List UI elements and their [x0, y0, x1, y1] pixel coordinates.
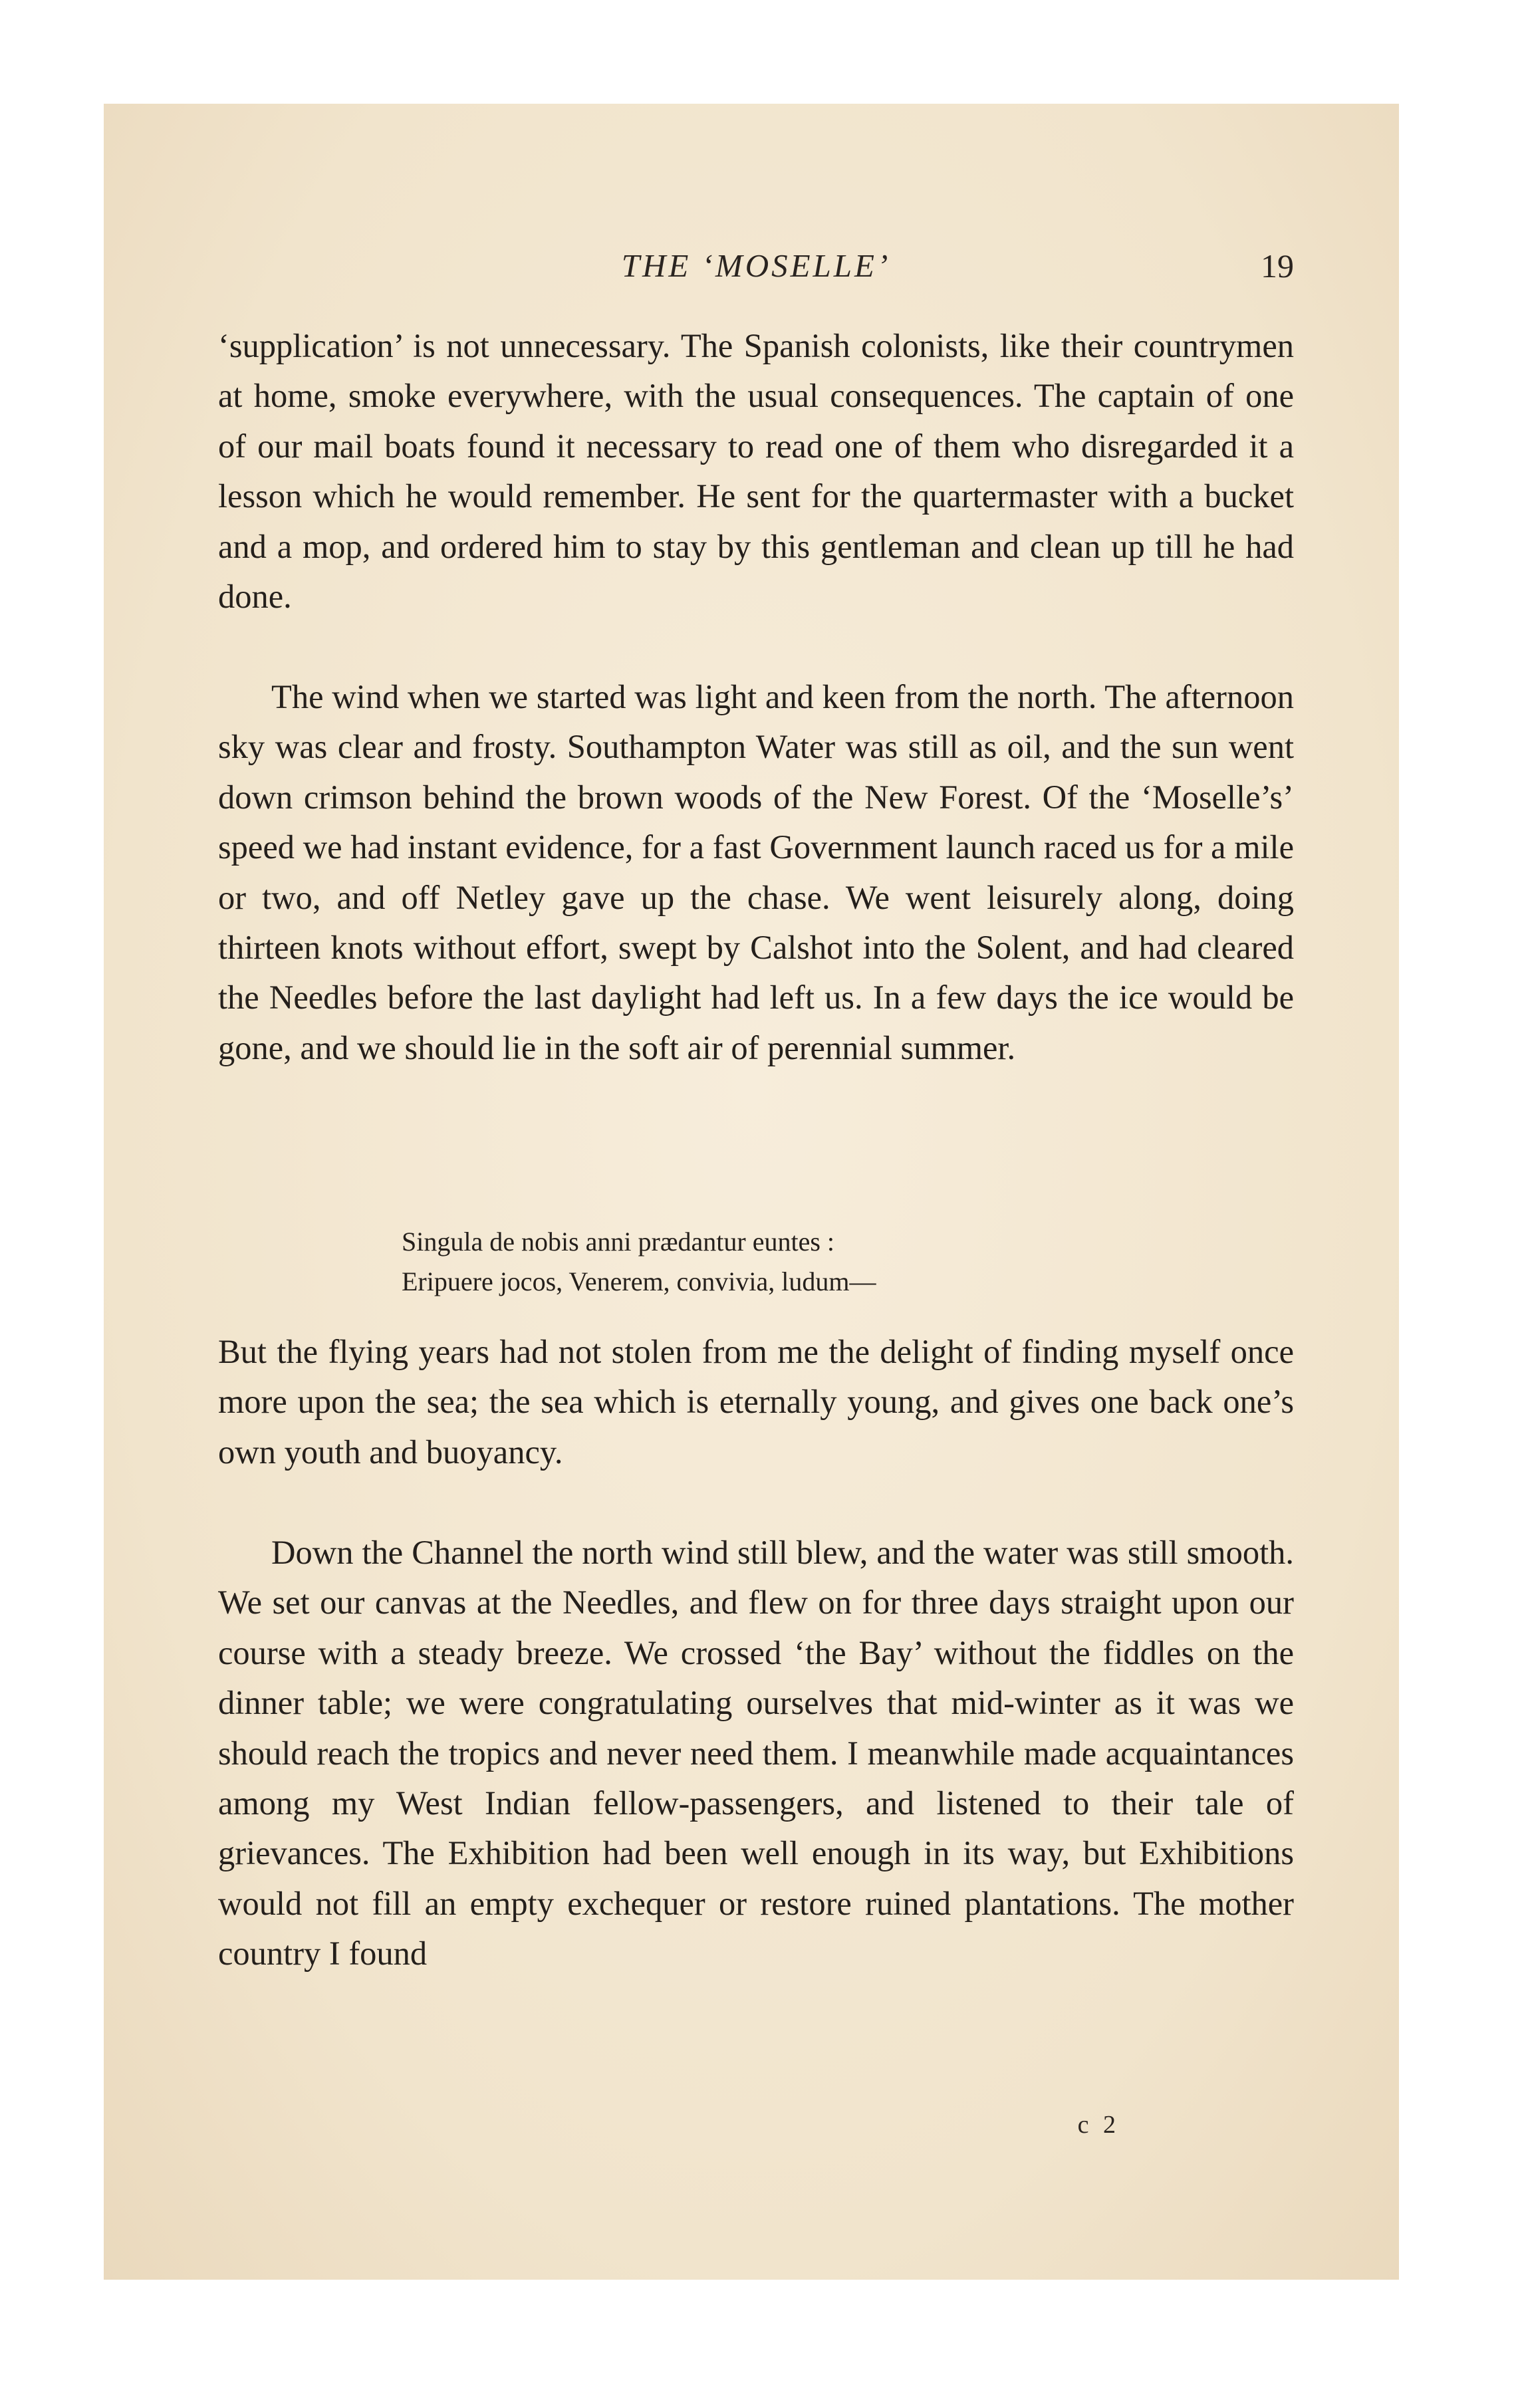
latin-quotation	[402, 1222, 876, 1302]
running-title: THE ‘MOSELLE’	[621, 247, 891, 284]
page-number: 19	[1261, 247, 1294, 285]
quotation-line-1: Singula de nobis anni prædantur euntes :	[402, 1227, 835, 1257]
paragraph-3: But the flying years had not stolen from me the delight of finding myself once more upon the sea; the sea which is eternally young, and gives one back one’s own youth and buoyancy.	[218, 1333, 1294, 1471]
signature-mark: c 2	[1077, 2111, 1120, 2139]
paragraph-4: Down the Channel the north wind still blew, and the water was still smooth. We set our canvas at the Needles, and flew on for three days straight upon our course with a steady breeze. We crossed ‘the Bay’ without the fiddles on the dinner table; we were congratulating ourselves that mid-winter as it was we should reach the tropics and never need them. I meanwhile made acquaintances among my West Indian fellow-passengers, and listened to their tale of grievances. The Exhibition had been well enough in its way, but Exhibitions would not fill an empty exchequer or restore ruined plantations. The mother country I found	[218, 1534, 1294, 1973]
page-header	[218, 247, 1294, 300]
paragraph-1: ‘supplication’ is not unnecessary. The Spanish colonists, like their countrymen at home, smoke everywhere, with the usual consequences. The captain of one of our mail boats found it necessary to read one of them who disregarded it a lesson which he would remember. He sent for the quartermaster with a bucket and a mop, and ordered him to stay by this gentleman and clean up till he had done.	[218, 327, 1294, 616]
quotation-line-2: Eripuere jocos, Venerem, convivia, ludum—	[402, 1266, 876, 1296]
book-page	[104, 104, 1399, 2280]
paragraph-2: The wind when we started was light and keen from the north. The afternoon sky was clear and frosty. Southampton Water was still as oil, and the sun went down crimson behind the brown woods of the New Forest. Of the ‘Moselle’s’ speed we had instant evidence, for a fast Government launch raced us for a mile or two, and off Netley gave up the chase. We went leisurely along, doing thirteen knots without effort, swept by Calshot into the Solent, and had cleared the Needles before the last daylight had left us. In a few days the ice would be gone, and we should lie in the soft air of perennial summer.	[218, 678, 1294, 1066]
